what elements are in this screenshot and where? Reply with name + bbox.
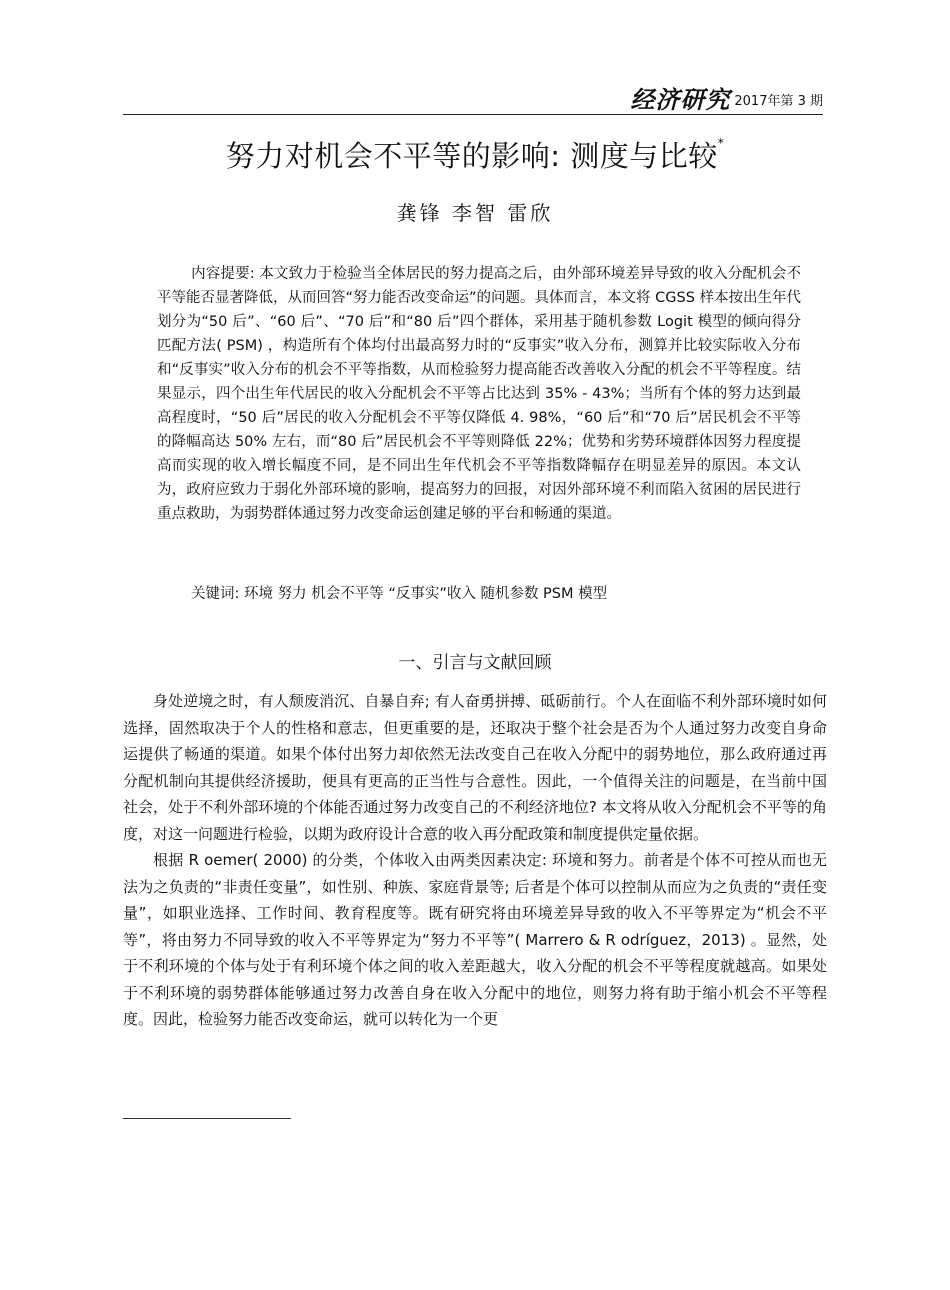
paragraph: 根据 R oemer( 2000) 的分类，个体收入由两类因素决定: 环境和努力。前者是个体不可控从而也无法为之负责的“非责任变量”，如性别、种族、家庭背景等; 后者是个体可以控制从而应为之负责的“责任变量”，如职业选择、工作时间、教育程度等。既有研究将由环境差异导致的收入不平等界定为“机会不平等”，将由努力不同导致的收入不平等界定为“努力不平等”( Marrero & R odríguez，2013) 。显然，处于不利环境的个体与处于有利环境个体之间的收入差距越大，收入分配的机会不平等程度就越高。如果处于不利环境的弱势群体能够通过努力改善自身在收入分配中的地位，则努力将有助于缩小机会不平等程度。因此，检验努力能否改变命运，就可以转化为一个更	[123, 851, 827, 1028]
section-heading: 一、引言与文献回顾	[398, 653, 552, 673]
abstract-text: 内容提要: 本文致力于检验当全体居民的努力提高之后，由外部环境差异导致的收入分配机会不平等能否显著降低，从而回答“努力能否改变命运”的问题。具体而言，本文将 CGSS 样本按出生年代划分为“50 后”、“60 后”、“70 后”和“80 后”四个群体，采用基于随机参数 Logit 模型的倾向得分匹配方法( PSM) ，构造所有个体均付出最高努力时的“反事实”收入分布，测算并比较实际收入分布和“反事实”收入分布的机会不平等指数，从而检验努力提高能否改善收入分配的机会不平等程度。结果显示，四个出生年代居民的收入分配机会不平等占比达到 35% - 43%；当所有个体的努力达到最高程度时，“50 后”居民的收入分配机会不平等仅降低 4. 98%，“60 后”和“70 后”居民机会不平等的降幅高达 50% 左右，而“80 后”居民机会不平等则降低 22%；优势和劣势环境群体因努力程度提高而实现的收入增长幅度不同，是不同出生年代机会不平等指数降幅存在明显差异的原因。本文认为，政府应致力于弱化外部环境的影响，提高努力的回报，对因外部环境不利而陷入贫困的居民进行重点救助，为弱势群体通过努力改变命运创建足够的平台和畅通的渠道。	[157, 266, 802, 522]
abstract	[157, 262, 801, 526]
article-title	[123, 134, 827, 178]
paragraph: 身处逆境之时，有人颓废消沉、自暴自弃; 有人奋勇拼搏、砥砺前行。个人在面临不利外部环境时如何选择，固然取决于个人的性格和意志，但更重要的是，还取决于整个社会是否为个人通过努力改变自身命运提供了畅通的渠道。如果个体付出努力却依然无法改变自己在收入分配中的弱势地位，那么政府通过再分配机制向其提供经济援助，便具有更高的正当性与合意性。因此，一个值得关注的问题是，在当前中国社会，处于不利外部环境的个体能否通过努力改变自己的不利经济地位? 本文将从收入分配机会不平等的角度，对这一问题进行检验，以期为政府设计合意的收入再分配政策和制度提供定量依据。	[123, 692, 827, 843]
keywords-text: 关键词: 环境 努力 机会不平等 “反事实”收入 随机参数 PSM 模型	[191, 586, 608, 602]
title-text: 努力对机会不平等的影响: 测度与比较	[225, 139, 718, 173]
title-footnote-marker: *	[717, 136, 725, 150]
footnote-divider	[123, 1118, 291, 1119]
running-header	[123, 86, 823, 115]
issue-label: 2017年第 3 期	[734, 94, 823, 109]
keywords	[157, 582, 801, 606]
body-text	[123, 688, 827, 1033]
author-list: 龚锋 李智 雷欣	[396, 201, 554, 225]
journal-logo: 经济研究	[630, 85, 731, 114]
